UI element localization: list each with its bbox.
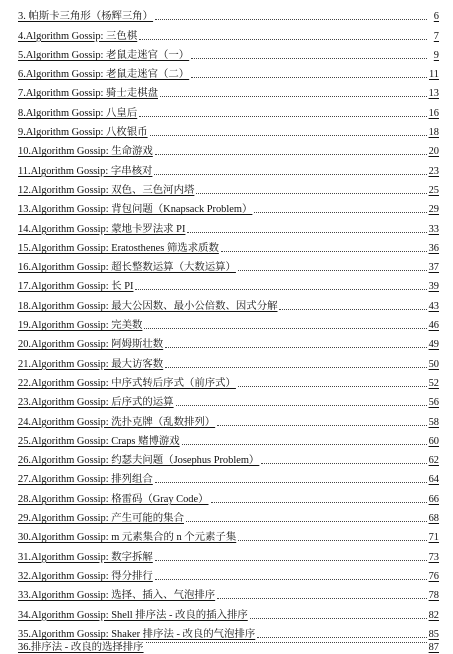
toc-entry[interactable] [0,583,453,602]
dot-leader [165,366,426,368]
toc-entry[interactable] [0,448,453,467]
toc-entry[interactable] [0,351,453,370]
toc-entry[interactable] [0,81,453,100]
toc-entry[interactable] [0,486,453,505]
toc-entry-title[interactable]: 33.Algorithm Gossip: 选择、插入、气泡排序 [18,590,216,602]
dot-leader [160,95,427,97]
dot-leader [176,404,427,406]
dot-leader [155,18,427,20]
dot-leader [238,385,427,387]
toc-entry-title[interactable]: 8.Algorithm Gossip: 八皇后 [18,107,138,119]
toc-entry-title[interactable]: 27.Algorithm Gossip: 排列组合 [18,474,153,486]
toc-entry-title[interactable]: 30.Algorithm Gossip: m 元素集合的 n 个元素子集 [18,532,237,544]
toc-entry[interactable] [0,602,453,621]
toc-entry[interactable] [0,641,453,651]
table-of-contents [0,4,453,651]
toc-entry[interactable] [0,525,453,544]
toc-entry-title[interactable]: 28.Algorithm Gossip: 格雷码（Gray Code） [18,493,209,505]
toc-entry-page-number[interactable]: 82 [428,609,439,621]
toc-entry-page-number[interactable]: 39 [428,281,439,293]
toc-entry[interactable] [0,62,453,81]
dot-leader [238,539,426,541]
toc-entry-page-number[interactable]: 7 [433,30,439,42]
toc-entry-page-number[interactable]: 16 [428,107,439,119]
toc-entry-page-number[interactable]: 13 [428,88,439,100]
toc-entry-title[interactable]: 22.Algorithm Gossip: 中序式转后序式（前序式） [18,377,236,389]
toc-entry-title[interactable]: 7.Algorithm Gossip: 骑士走棋盘 [18,88,158,100]
toc-entry[interactable] [0,23,453,42]
toc-entry-page-number[interactable]: 71 [428,532,439,544]
toc-entry-page-number[interactable]: 9 [433,49,439,61]
toc-entry[interactable] [0,409,453,428]
toc-entry-page-number[interactable]: 49 [428,339,439,351]
dot-leader [139,115,426,117]
toc-entry[interactable] [0,178,453,197]
toc-entry-title[interactable]: 9.Algorithm Gossip: 八枚银币 [18,127,148,139]
toc-entry-title[interactable]: 20.Algorithm Gossip: 阿姆斯壮数 [18,339,164,351]
dot-leader [254,211,426,213]
toc-entry[interactable] [0,564,453,583]
toc-entry-page-number[interactable]: 62 [428,455,439,467]
dot-leader [187,231,426,233]
toc-entry-title[interactable]: 25.Algorithm Gossip: Craps 赌博游戏 [18,435,180,447]
toc-entry[interactable] [0,100,453,119]
toc-entry-page-number[interactable]: 64 [428,474,439,486]
dot-leader [186,520,427,522]
toc-entry[interactable] [0,274,453,293]
toc-entry-title[interactable]: 4.Algorithm Gossip: 三色棋 [18,30,138,42]
dot-leader [221,250,427,252]
dot-leader [135,288,426,290]
dot-leader [261,462,426,464]
toc-entry-title[interactable]: 18.Algorithm Gossip: 最大公因数、最小公倍数、因式分解 [18,300,278,312]
dot-leader [146,641,427,643]
toc-entry[interactable] [0,236,453,255]
dot-leader [154,173,426,175]
toc-entry[interactable] [0,4,453,23]
toc-entry-title[interactable]: 12.Algorithm Gossip: 双色、三色河内塔 [18,184,195,196]
toc-entry[interactable] [0,120,453,139]
dot-leader [191,57,427,59]
dot-leader [155,559,427,561]
toc-entry-title[interactable]: 23.Algorithm Gossip: 后序式的运算 [18,397,174,409]
toc-entry[interactable] [0,158,453,177]
toc-entry[interactable] [0,467,453,486]
toc-entry[interactable] [0,216,453,235]
toc-entry[interactable] [0,255,453,274]
toc-entry-title[interactable]: 34.Algorithm Gossip: Shell 排序法 - 改良的插入排序 [18,609,248,621]
toc-entry-page-number[interactable]: 18 [428,127,439,139]
toc-entry-title[interactable]: 11.Algorithm Gossip: 字串核对 [18,165,153,177]
toc-entry-title[interactable]: 26.Algorithm Gossip: 约瑟夫问题（Josephus Problem） [18,455,260,467]
toc-entry-page-number[interactable]: 78 [428,590,439,602]
dot-leader [196,192,426,194]
toc-entry[interactable] [0,332,453,351]
toc-entry-title[interactable]: 24.Algorithm Gossip: 洗扑克牌（乱数排列） [18,416,216,428]
toc-entry-page-number[interactable]: 36 [428,242,439,254]
toc-entry-page-number[interactable]: 33 [428,223,439,235]
toc-entry-title[interactable]: 35.Algorithm Gossip: Shaker 排序法 - 改良的气泡排序 [18,628,256,640]
toc-entry-page-number[interactable]: 46 [428,320,439,332]
toc-entry[interactable] [0,506,453,525]
toc-entry-page-number[interactable]: 68 [428,513,439,525]
toc-entry-title[interactable]: 16.Algorithm Gossip: 超长整数运算（大数运算） [18,262,236,274]
toc-entry-page-number[interactable]: 76 [428,570,439,582]
dot-leader [165,346,426,348]
toc-entry-page-number[interactable]: 37 [428,262,439,274]
toc-entry[interactable] [0,371,453,390]
toc-entry-title[interactable]: 31.Algorithm Gossip: 数字拆解 [18,551,153,563]
toc-entry-title[interactable]: 32.Algorithm Gossip: 得分排行 [18,570,153,582]
toc-entry[interactable] [0,197,453,216]
dot-leader [155,578,427,580]
toc-entry-page-number[interactable]: 23 [428,165,439,177]
dot-leader [211,501,427,503]
dot-leader [182,443,427,445]
toc-entry-page-number[interactable]: 85 [428,628,439,640]
toc-entry-page-number[interactable]: 43 [428,300,439,312]
toc-entry-page-number[interactable]: 29 [428,204,439,216]
toc-entry[interactable] [0,390,453,409]
toc-entry[interactable] [0,293,453,312]
dot-leader [144,327,426,329]
toc-entry-page-number[interactable]: 56 [428,397,439,409]
dot-leader [217,597,426,599]
toc-entry[interactable] [0,43,453,62]
toc-entry-title[interactable]: 36.排序法 - 改良的选择排序 [18,641,144,653]
dot-leader [155,481,427,483]
dot-leader [191,76,427,78]
toc-entry-page-number[interactable]: 58 [428,416,439,428]
toc-entry-title[interactable]: 29.Algorithm Gossip: 产生可能的集合 [18,513,184,525]
toc-entry-title[interactable]: 17.Algorithm Gossip: 长 PI [18,281,134,293]
dot-leader [155,153,427,155]
toc-entry-page-number[interactable]: 52 [428,377,439,389]
dot-leader [217,424,426,426]
toc-entry[interactable] [0,544,453,563]
toc-entry-title[interactable]: 5.Algorithm Gossip: 老鼠走迷官（一） [18,49,190,61]
toc-entry-title[interactable]: 14.Algorithm Gossip: 蒙地卡罗法求 PI [18,223,186,235]
dot-leader [150,134,427,136]
toc-entry-title[interactable]: 15.Algorithm Gossip: Eratosthenes 筛选求质数 [18,242,219,254]
toc-entry-title[interactable]: 10.Algorithm Gossip: 生命游戏 [18,146,153,158]
toc-entry-page-number[interactable]: 73 [428,551,439,563]
toc-entry[interactable] [0,429,453,448]
toc-entry-page-number[interactable]: 20 [428,146,439,158]
toc-entry[interactable] [0,313,453,332]
toc-entry-page-number[interactable]: 25 [428,184,439,196]
dot-leader [139,38,427,40]
dot-leader [279,308,426,310]
toc-entry-page-number[interactable]: 50 [428,358,439,370]
toc-entry-page-number[interactable]: 66 [428,493,439,505]
toc-entry-page-number[interactable]: 11 [428,69,439,81]
dot-leader [250,617,427,619]
toc-entry[interactable] [0,139,453,158]
dot-leader [238,269,427,271]
dot-leader [257,636,426,638]
toc-entry-title[interactable]: 6.Algorithm Gossip: 老鼠走迷官（二） [18,69,190,81]
toc-entry-page-number[interactable]: 6 [433,11,439,23]
toc-entry[interactable] [0,622,453,641]
toc-entry-page-number[interactable]: 60 [428,435,439,447]
toc-entry-title[interactable]: 3. 帕斯卡三角形（杨辉三角） [18,11,154,23]
toc-entry-title[interactable]: 19.Algorithm Gossip: 完美数 [18,320,143,332]
toc-entry-title[interactable]: 13.Algorithm Gossip: 背包问题（Knapsack Problem） [18,204,253,216]
toc-entry-page-number[interactable]: 87 [428,641,439,653]
toc-entry-title[interactable]: 21.Algorithm Gossip: 最大访客数 [18,358,164,370]
